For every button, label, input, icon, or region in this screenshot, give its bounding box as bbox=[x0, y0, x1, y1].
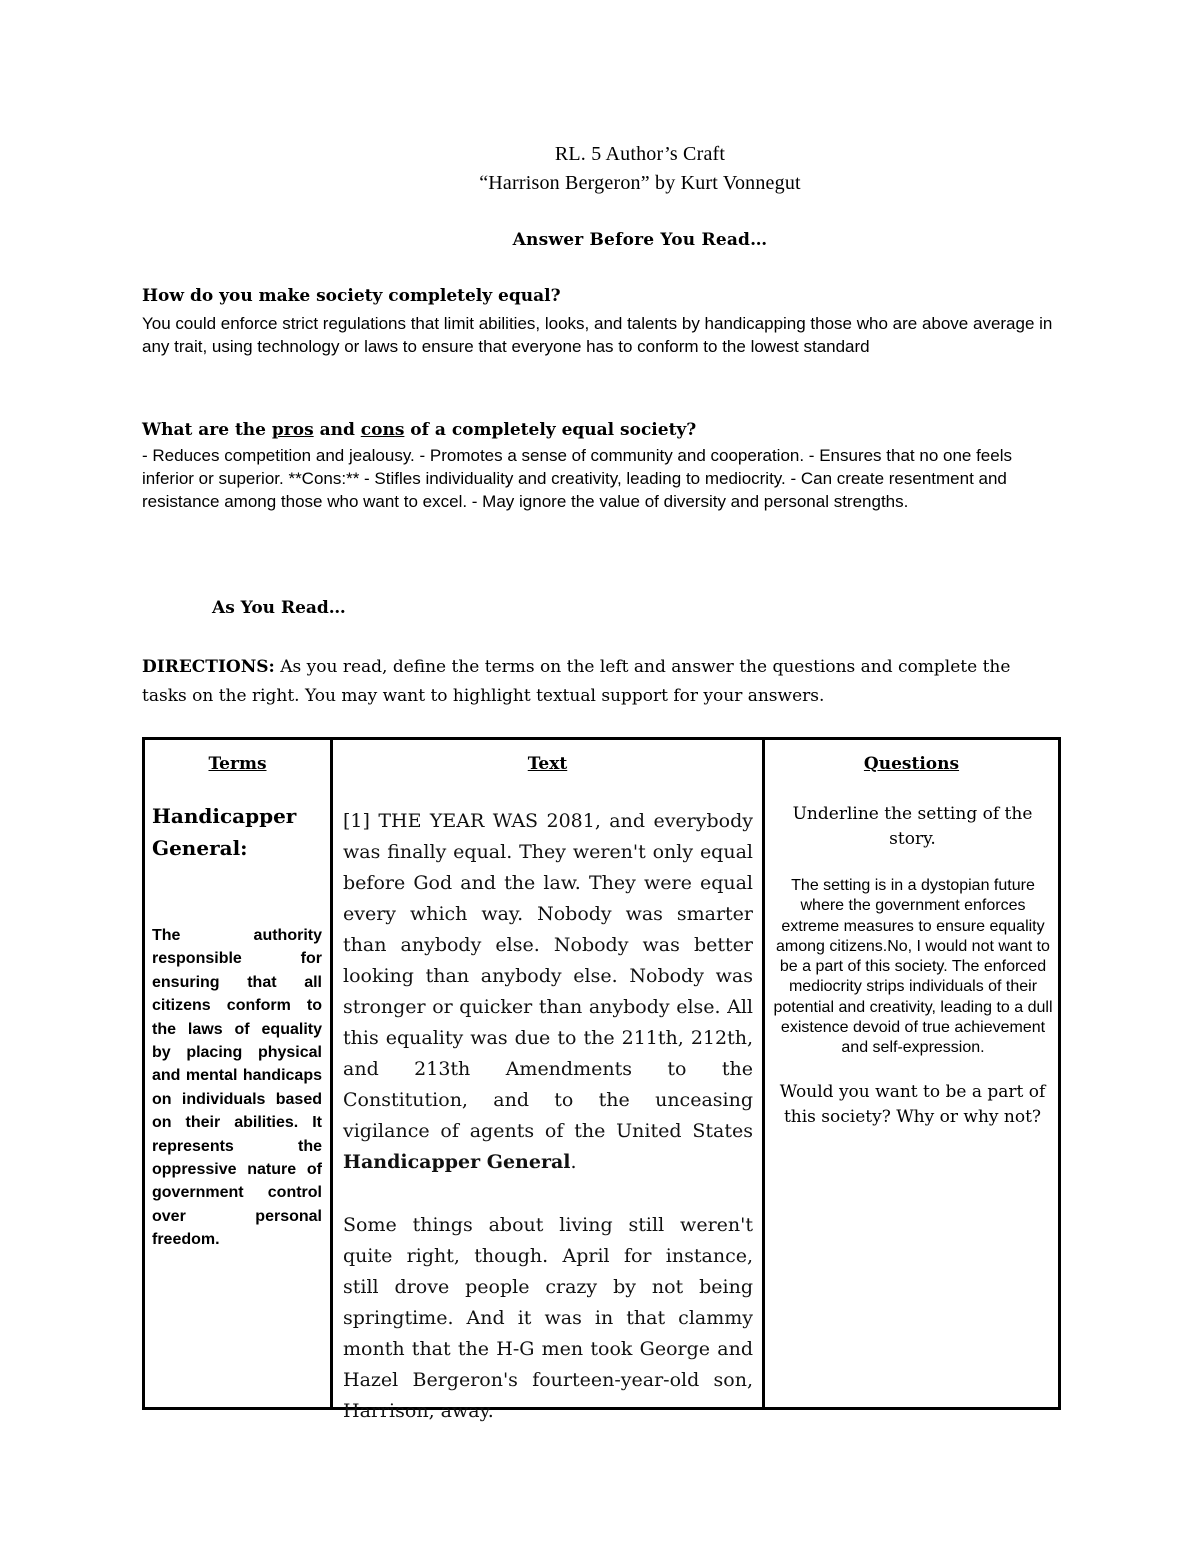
cons-word: cons bbox=[360, 420, 405, 440]
question-text: What are the bbox=[142, 420, 272, 440]
term-name: Handicapper General: bbox=[152, 804, 297, 860]
question-text: of a completely equal society? bbox=[404, 420, 697, 440]
directions-text: As you read, define the terms on the left and answer the questions and complete the tasks on the right. You may want to highlight textual support for your answers. bbox=[142, 657, 1011, 706]
worksheet-title: RL. 5 Author’s Craft bbox=[554, 143, 726, 165]
question-equal-society: How do you make society completely equal? bbox=[142, 286, 561, 306]
term-definition: The authority responsible for ensuring that all citizens conform to the laws of equality by placing physical and mental handicaps on individuals based on their abilities. It represents the oppressive nature of government control over personal freedom. bbox=[152, 927, 322, 1249]
question-pros-cons bbox=[142, 420, 696, 440]
story-paragraph-2: Some things about living still weren't quite right, though. April for instance, still drove people crazy by not being springtime. And it was in that clammy month that the H-G men took George and Hazel Bergeron's fourteen-year-old son, Harrison, away. bbox=[343, 1214, 753, 1422]
highlighted-term: Handicapper General bbox=[343, 1151, 571, 1173]
question-task: Underline the setting of the story. bbox=[792, 804, 1033, 849]
story-paragraph-1 bbox=[343, 806, 753, 1178]
text-column bbox=[333, 740, 765, 1422]
questions-column bbox=[765, 740, 1058, 1407]
story-text: [1] THE YEAR WAS 2081, and everybody was finally equal. They weren't only equal before God and the law. They were equal every which way. Nobody was smarter than anybody else. Nobody was better looking than anybody else. Nobody was stronger or quicker than anybody else. All this equality was due to the 211th, 212th, and 213th Amendments to the Constitution, and to the unceasing vigilance of agents of the United States bbox=[343, 810, 753, 1142]
story-text: . bbox=[570, 1151, 577, 1173]
answer-pros-cons: - Reduces competition and jealousy. - Promotes a sense of community and cooperation. - Ensures that no one feels inferior or superior. **Cons:** - Stifles individuality and creativity, leading to mediocrity. - Can create resentment and resistance among those who want to excel. - May ignore the value of diversity and personal strengths. bbox=[142, 446, 1012, 511]
question-text: and bbox=[313, 420, 361, 440]
section-heading-before-read: Answer Before You Read… bbox=[512, 230, 768, 250]
reading-table bbox=[142, 737, 1061, 1422]
question-prompt: Would you want to be a part of this society? Why or why not? bbox=[779, 1082, 1046, 1127]
story-title: “Harrison Bergeron” by Kurt Vonnegut bbox=[479, 172, 801, 194]
terms-header: Terms bbox=[208, 754, 267, 774]
answer-equal-society: You could enforce strict regulations that limit abilities, looks, and talents by handicapping those who are above average in any trait, using technology or laws to ensure that everyone has to conform to the lowest standard bbox=[142, 314, 1053, 356]
directions-label: DIRECTIONS: bbox=[142, 657, 275, 677]
terms-column bbox=[145, 740, 333, 1407]
directions bbox=[142, 653, 1042, 711]
section-heading-as-you-read: As You Read… bbox=[212, 598, 346, 618]
question-answer: The setting is in a dystopian future where the government enforces extreme measures to ensure equality among citizens.No, I would not want to be a part of this society. The enforced mediocrity strips individuals of their potential and creativity, leading to a dull existence devoid of true achievement and self-expression. bbox=[773, 877, 1053, 1057]
questions-header: Questions bbox=[863, 754, 960, 774]
pros-word: pros bbox=[271, 420, 314, 440]
text-header: Text bbox=[527, 754, 568, 774]
